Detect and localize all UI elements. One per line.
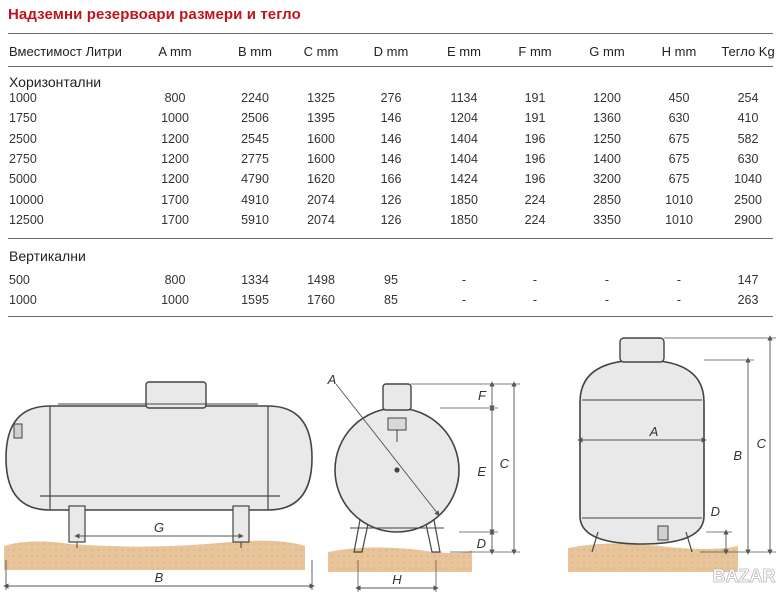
- value-cell-c: 1498: [307, 273, 335, 287]
- value-cell-d: 146: [380, 151, 402, 166]
- value-cell-f: 196: [524, 151, 546, 166]
- value-cell-d: 95: [384, 273, 398, 287]
- value-cell-d: 126: [380, 212, 402, 227]
- value-cell-a: 800: [164, 91, 186, 105]
- value-cell-d: 166: [380, 172, 402, 187]
- value-cell-a: 1200: [161, 172, 189, 187]
- dimension-label-h: H: [392, 572, 402, 587]
- group-label-vertical: Вертикални: [9, 248, 86, 264]
- column-header-weight: Тегло Kg: [721, 44, 775, 59]
- vertical-tank-shell: [580, 360, 704, 544]
- value-cell-weight: 254: [737, 91, 759, 105]
- vertical-tank-view: [568, 338, 776, 572]
- capacity-cell: 5000: [9, 172, 37, 187]
- value-cell-h: 675: [668, 131, 690, 146]
- value-cell-f: 191: [524, 111, 546, 126]
- value-cell-e: 1424: [450, 172, 478, 187]
- value-cell-f: 224: [524, 192, 546, 207]
- value-cell-d: 146: [380, 131, 402, 146]
- value-cell-c: 1620: [307, 172, 335, 187]
- dimension-label-c-end: C: [499, 456, 509, 471]
- value-cell-g: 3200: [593, 172, 621, 187]
- dimension-label-f: F: [478, 388, 486, 403]
- capacity-cell: 1750: [9, 111, 37, 126]
- value-cell-a: 800: [164, 273, 186, 287]
- horizontal-tank-side-view: [4, 382, 312, 590]
- value-cell-g: 1200: [593, 91, 621, 105]
- value-cell-d: 126: [380, 192, 402, 207]
- column-header-c: C mm: [303, 44, 339, 59]
- dimension-label-c-vertical: C: [756, 436, 766, 451]
- saddle-right: [233, 506, 249, 542]
- value-cell-weight: 1040: [734, 172, 762, 187]
- value-cell-weight: 263: [737, 293, 759, 307]
- horizontal-tank-shell: [6, 406, 312, 510]
- header-bottom-rule: [8, 66, 773, 67]
- value-cell-c: 1395: [307, 111, 335, 126]
- table-row: [0, 273, 777, 293]
- capacity-cell: 2500: [9, 131, 37, 146]
- value-cell-c: 1325: [307, 91, 335, 105]
- end-valve-dome: [383, 384, 411, 410]
- value-cell-a: 1000: [161, 293, 189, 307]
- dimension-label-a-vertical: A: [649, 424, 659, 439]
- column-header-g: G mm: [589, 44, 625, 59]
- value-cell-b: 1595: [241, 293, 269, 307]
- value-cell-c: 1600: [307, 151, 335, 166]
- value-cell-g: 1250: [593, 131, 621, 146]
- value-cell-b: 2240: [241, 91, 269, 105]
- capacity-cell: 1000: [9, 293, 37, 307]
- value-cell-weight: 2500: [734, 192, 762, 207]
- value-cell-weight: 2900: [734, 212, 762, 227]
- value-cell-h: 675: [668, 172, 690, 187]
- table-row: [0, 91, 777, 111]
- group-divider-rule: [8, 238, 773, 239]
- value-cell-weight: 147: [737, 273, 759, 287]
- dimension-label-b-vertical: B: [733, 448, 742, 463]
- value-cell-g: 1400: [593, 151, 621, 166]
- column-header-f: F mm: [518, 44, 552, 59]
- column-header-d: D mm: [373, 44, 409, 59]
- table-row: [0, 172, 777, 192]
- value-cell-b: 4910: [241, 192, 269, 207]
- value-cell-d: 146: [380, 111, 402, 126]
- value-cell-weight: 582: [737, 131, 759, 146]
- value-cell-g: 1360: [593, 111, 621, 126]
- value-cell-h: 630: [668, 111, 690, 126]
- value-cell-g: -: [604, 293, 610, 307]
- value-cell-weight: 630: [737, 151, 759, 166]
- value-cell-weight: 410: [737, 111, 759, 126]
- value-cell-c: 1600: [307, 131, 335, 146]
- value-cell-b: 4790: [241, 172, 269, 187]
- group-label-horizontal: Хоризонтални: [9, 74, 102, 90]
- table-bottom-rule: [8, 316, 773, 317]
- value-cell-e: 1850: [450, 192, 478, 207]
- value-cell-a: 1200: [161, 131, 189, 146]
- ground-end: [328, 547, 472, 572]
- value-cell-f: 196: [524, 172, 546, 187]
- value-cell-b: 5910: [241, 212, 269, 227]
- value-cell-h: 1010: [665, 192, 693, 207]
- value-cell-e: 1850: [450, 212, 478, 227]
- value-cell-g: -: [604, 273, 610, 287]
- table-row: [0, 293, 777, 313]
- value-cell-f: 224: [524, 212, 546, 227]
- value-cell-g: 3350: [593, 212, 621, 227]
- value-cell-d: 85: [384, 293, 398, 307]
- value-cell-a: 1700: [161, 192, 189, 207]
- value-cell-a: 1000: [161, 111, 189, 126]
- table-top-rule: [8, 33, 773, 34]
- column-header-b: B mm: [238, 44, 272, 59]
- dimension-label-d-end: D: [476, 536, 486, 551]
- value-cell-h: 450: [668, 91, 690, 105]
- bazar-watermark: BAZAR: [712, 566, 776, 586]
- table-row: [0, 193, 777, 213]
- value-cell-c: 2074: [307, 212, 335, 227]
- value-cell-g: 2850: [593, 192, 621, 207]
- column-header-a: A mm: [158, 44, 192, 59]
- value-cell-e: -: [461, 293, 467, 307]
- tank-diagrams: [0, 320, 777, 600]
- value-cell-e: 1204: [450, 111, 478, 126]
- column-header-h: H mm: [661, 44, 697, 59]
- capacity-cell: 500: [9, 273, 30, 287]
- table-row: [0, 213, 777, 233]
- value-cell-a: 1700: [161, 212, 189, 227]
- dimension-label-g: G: [153, 520, 165, 535]
- value-cell-e: -: [461, 273, 467, 287]
- table-row: [0, 132, 777, 152]
- value-cell-h: 1010: [665, 212, 693, 227]
- value-cell-f: 196: [524, 131, 546, 146]
- value-cell-h: 675: [668, 151, 690, 166]
- capacity-cell: 1000: [9, 91, 37, 105]
- ground-side: [4, 541, 305, 570]
- value-cell-b: 2506: [241, 111, 269, 126]
- column-header-capacity: Вместимост Литри: [9, 44, 122, 59]
- value-cell-f: -: [532, 273, 538, 287]
- capacity-cell: 12500: [9, 212, 44, 227]
- value-cell-f: 191: [524, 91, 546, 105]
- value-cell-e: 1404: [450, 151, 478, 166]
- value-cell-h: -: [676, 273, 682, 287]
- value-cell-h: -: [676, 293, 682, 307]
- capacity-cell: 2750: [9, 151, 37, 166]
- value-cell-b: 1334: [241, 273, 269, 287]
- saddle-left: [69, 506, 85, 542]
- dimension-label-d-vertical: D: [710, 504, 720, 519]
- value-cell-d: 276: [380, 91, 402, 105]
- table-row: [0, 111, 777, 131]
- capacity-cell: 10000: [9, 192, 44, 207]
- column-header-e: E mm: [447, 44, 481, 59]
- value-cell-a: 1200: [161, 151, 189, 166]
- value-cell-c: 2074: [307, 192, 335, 207]
- page-title: Надземни резервоари размери и тегло: [8, 6, 301, 23]
- value-cell-c: 1760: [307, 293, 335, 307]
- dimension-label-a-end: A: [327, 372, 337, 387]
- value-cell-b: 2775: [241, 151, 269, 166]
- dimension-label-b-side: B: [154, 570, 164, 585]
- table-row: [0, 152, 777, 172]
- value-cell-f: -: [532, 293, 538, 307]
- dimension-label-e: E: [477, 464, 486, 479]
- vertical-valve-dome: [620, 338, 664, 362]
- value-cell-e: 1134: [450, 91, 478, 105]
- value-cell-b: 2545: [241, 131, 269, 146]
- value-cell-e: 1404: [450, 131, 478, 146]
- horizontal-tank-end-view: [327, 372, 520, 592]
